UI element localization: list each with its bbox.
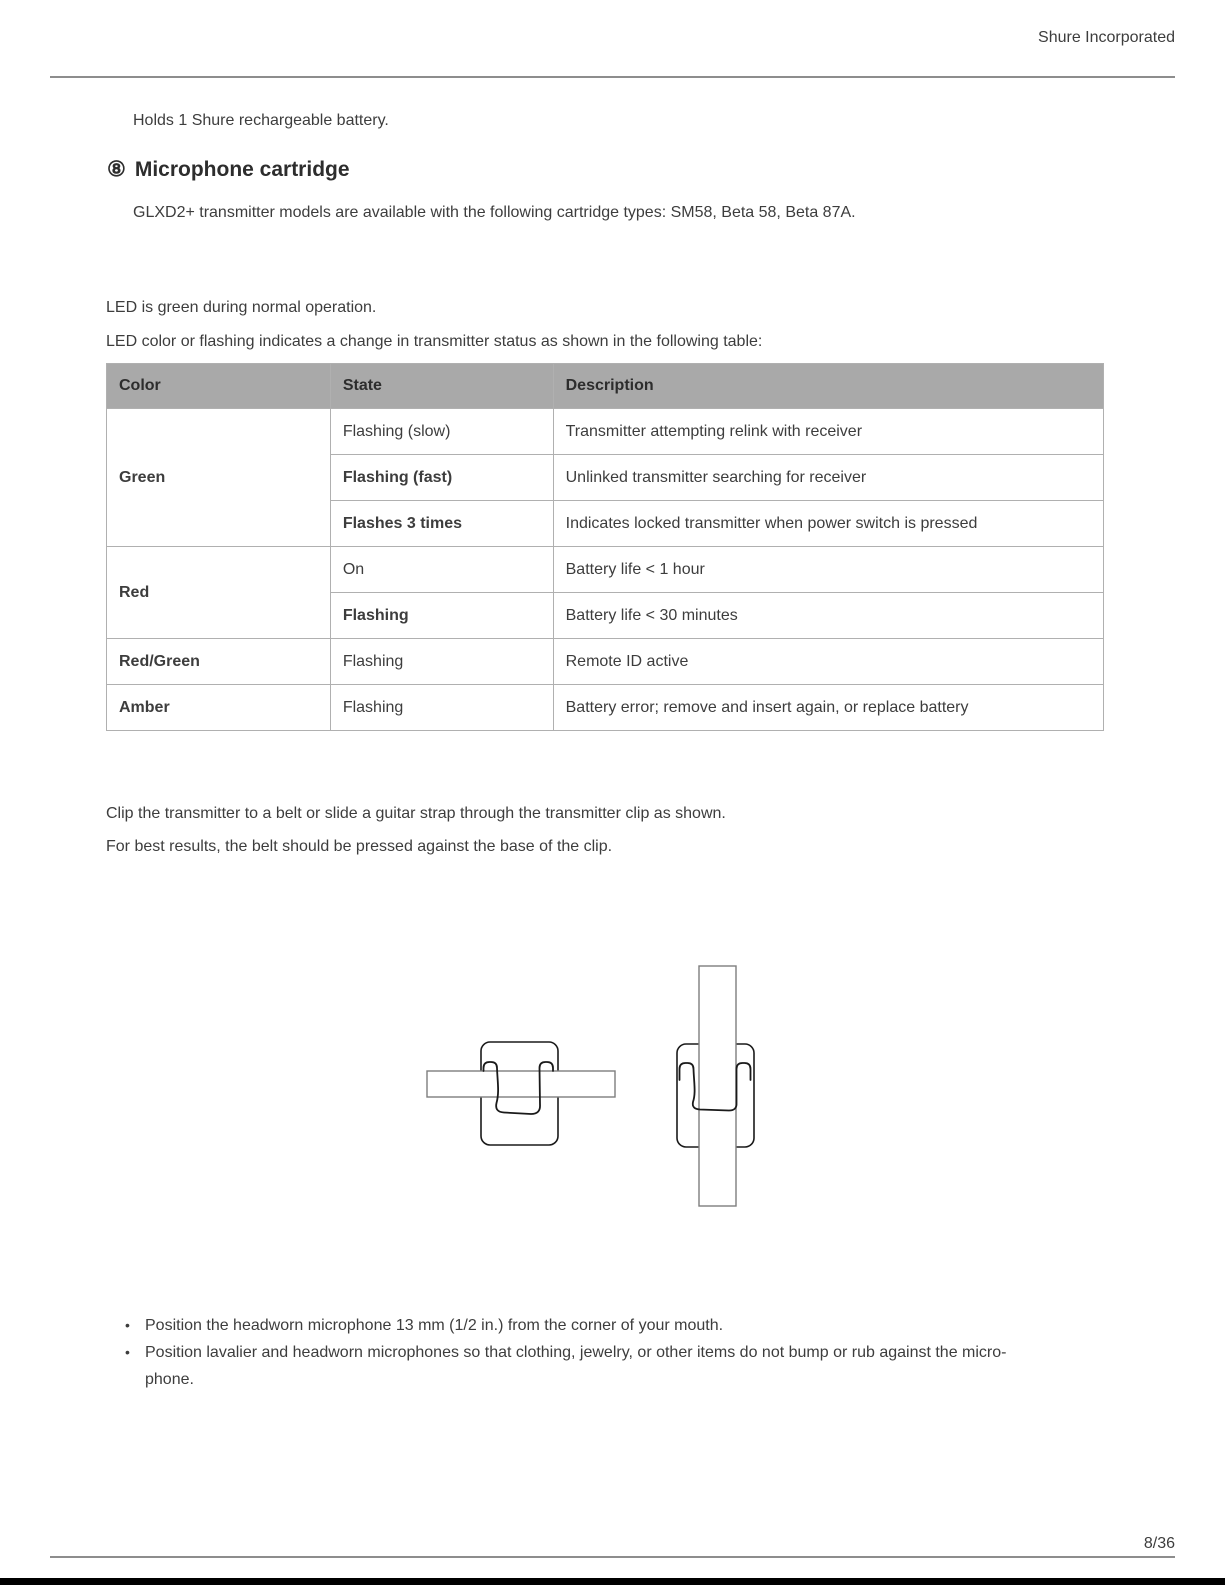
guitar-strap: [699, 966, 736, 1206]
color-cell-amber: Amber: [107, 685, 331, 731]
list-item-text: Position lavalier and headworn microphones so that clothing, jewelry, or other items do not bump or rub against the micro-: [145, 1344, 1007, 1361]
bottom-edge-bar: [0, 1578, 1225, 1585]
list-item-text: Position the headworn microphone 13 mm (1/2 in.) from the corner of your mouth.: [145, 1317, 724, 1334]
description-cell: Transmitter attempting relink with receiver: [553, 409, 1103, 455]
state-cell: Flashing (fast): [330, 455, 553, 501]
microphone-position-list: [106, 1312, 1121, 1393]
description-cell: Remote ID active: [553, 639, 1103, 685]
section-title: Microphone cartridge: [134, 158, 350, 181]
state-cell: On: [330, 547, 553, 593]
color-cell-red-green: Red/Green: [107, 639, 331, 685]
col-header-state: State: [330, 364, 553, 409]
led-normal-operation-text: LED is green during normal operation.: [106, 299, 377, 316]
description-cell: Indicates locked transmitter when power switch is pressed: [553, 501, 1103, 547]
table-header-row: [107, 364, 1104, 409]
state-cell: Flashing (slow): [330, 409, 553, 455]
table-row: [107, 409, 1104, 455]
state-cell: Flashing: [330, 593, 553, 639]
table-row: [107, 685, 1104, 731]
table-row: [107, 547, 1104, 593]
state-cell: Flashing: [330, 685, 553, 731]
circled-8-marker: ⑧: [107, 158, 126, 181]
list-item: [106, 1339, 1121, 1393]
company-name: Shure Incorporated: [1038, 29, 1175, 46]
state-cell: Flashing: [330, 639, 553, 685]
color-cell-green: Green: [107, 409, 331, 547]
description-cell: Battery life < 30 minutes: [553, 593, 1103, 639]
led-status-table: [106, 363, 1104, 731]
list-item: [106, 1312, 1121, 1339]
page-number: 8/36: [1143, 1535, 1175, 1552]
list-item-text: phone.: [145, 1371, 194, 1388]
guitar-strap-clip-figure: [677, 966, 754, 1206]
belt-strap: [427, 1071, 615, 1097]
color-cell-red: Red: [107, 547, 331, 639]
bullet-icon: •: [125, 1344, 130, 1360]
description-cell: Battery error; remove and insert again, or replace battery: [553, 685, 1103, 731]
description-cell: Battery life < 1 hour: [553, 547, 1103, 593]
clip-tip-text: For best results, the belt should be pressed against the base of the clip.: [106, 838, 613, 855]
table-row: [107, 639, 1104, 685]
footer-divider: [50, 1556, 1175, 1558]
transmitter-clip-diagram: [420, 958, 765, 1216]
section-body-text: GLXD2+ transmitter models are available with the following cartridge types: SM58, Beta 58, Beta 87A.: [133, 204, 856, 221]
header-divider: [50, 76, 1175, 78]
clip-instruction-text: Clip the transmitter to a belt or slide a guitar strap through the transmitter clip as shown.: [106, 805, 726, 822]
col-header-color: Color: [107, 364, 331, 409]
bullet-icon: •: [125, 1317, 130, 1333]
col-header-description: Description: [553, 364, 1103, 409]
led-table-intro-text: LED color or flashing indicates a change in transmitter status as shown in the following table:: [106, 333, 763, 350]
section-heading: [107, 157, 350, 182]
belt-clip-figure: [427, 1042, 615, 1145]
description-cell: Unlinked transmitter searching for receiver: [553, 455, 1103, 501]
battery-note: Holds 1 Shure rechargeable battery.: [133, 112, 389, 129]
state-cell: Flashes 3 times: [330, 501, 553, 547]
